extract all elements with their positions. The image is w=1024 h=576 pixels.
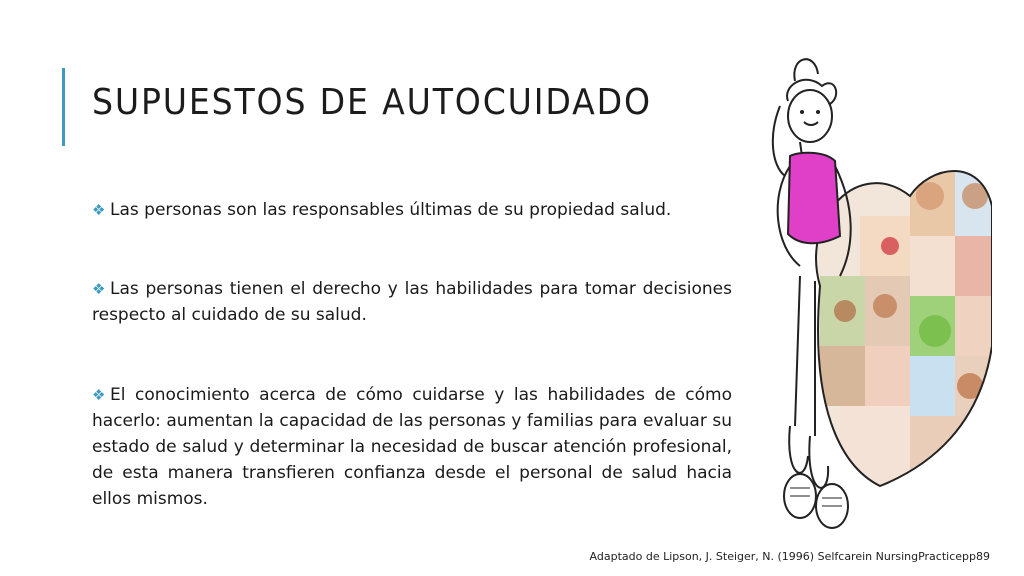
bullet-item <box>92 276 732 328</box>
title-accent-bar <box>62 68 65 146</box>
citation: Adaptado de Lipson, J. Steiger, N. (1996) Selfcarein NursingPracticepp89 <box>589 550 990 563</box>
diamond-bullet-icon: ❖ <box>92 201 106 219</box>
bullet-text: Las personas son las responsables últimas de su propiedad salud. <box>110 200 672 220</box>
diamond-bullet-icon: ❖ <box>92 280 106 298</box>
bullet-item <box>92 197 732 223</box>
bullet-text: Las personas tienen el derecho y las habilidades para tomar decisiones respecto al cuidado de su salud. <box>92 279 732 325</box>
girl-holding-heart-collage-icon <box>760 46 992 546</box>
slide-title: SUPUESTOS DE AUTOCUIDADO <box>92 82 652 123</box>
bullet-text: El conocimiento acerca de cómo cuidarse y las habilidades de cómo hacerlo: aumentan la capacidad de las personas y familias para evaluar su estado de salud y determinar la necesidad de buscar atención profesional, de esta manera transfieren confianza desde el personal de salud hacia ellos mismos. <box>92 385 732 509</box>
diamond-bullet-icon: ❖ <box>92 386 106 404</box>
bullet-item <box>92 382 732 512</box>
